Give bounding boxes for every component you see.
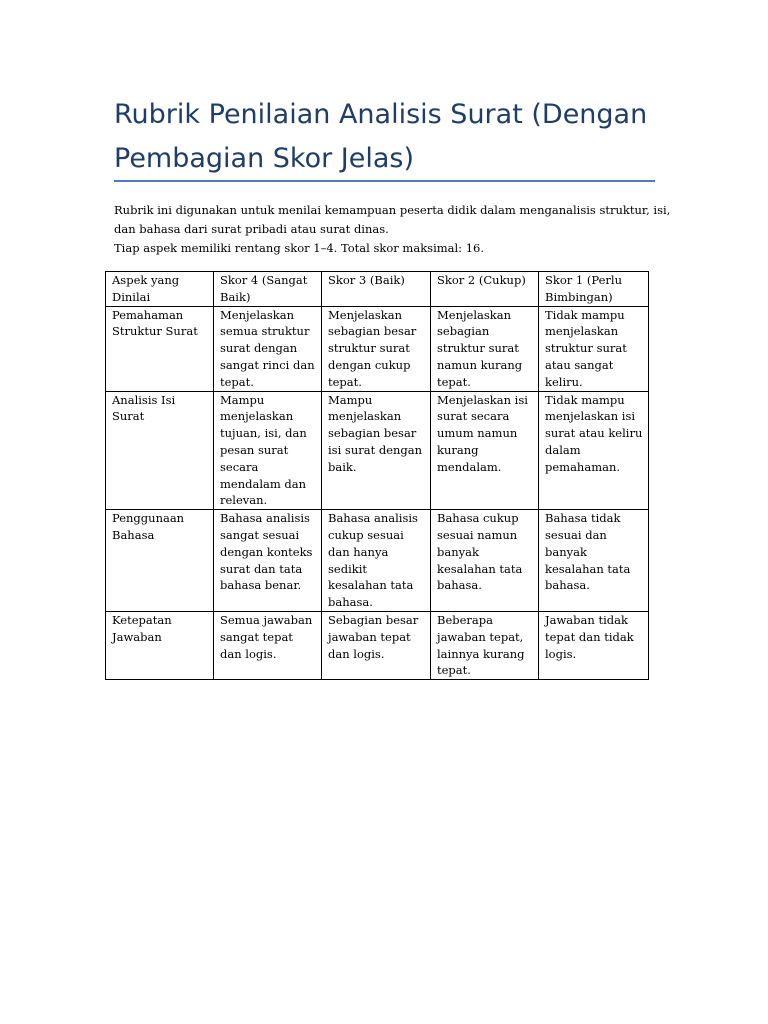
score-3-cell: Bahasa analisis cukup sesuai dan hanya sedikit kesalahan tata bahasa. [322,510,431,612]
intro-line-2: Tiap aspek memiliki rentang skor 1–4. Total skor maksimal: 16. [114,241,484,255]
score-1-cell: Jawaban tidak tepat dan tidak logis. [539,611,649,679]
score-1-cell: Tidak mampu menjelaskan isi surat atau keliru dalam pemahaman. [539,391,649,510]
aspect-cell: Ketepatan Jawaban [106,611,214,679]
aspect-cell: Pemahaman Struktur Surat [106,306,214,391]
header-cell-score-3: Skor 3 (Baik) [322,272,431,307]
header-cell-score-4: Skor 4 (Sangat Baik) [214,272,322,307]
table-row [106,391,649,510]
header-cell-score-2: Skor 2 (Cukup) [431,272,539,307]
rubric-table [105,271,649,680]
table-header-row [106,272,649,307]
aspect-cell: Penggunaan Bahasa [106,510,214,612]
table-row [106,306,649,391]
header-cell-aspect: Aspek yang Dinilai [106,272,214,307]
table-row [106,611,649,679]
score-4-cell: Bahasa analisis sangat sesuai dengan konteks surat dan tata bahasa benar. [214,510,322,612]
score-2-cell: Menjelaskan isi surat secara umum namun kurang mendalam. [431,391,539,510]
score-4-cell: Semua jawaban sangat tepat dan logis. [214,611,322,679]
score-3-cell: Mampu menjelaskan sebagian besar isi surat dengan baik. [322,391,431,510]
score-4-cell: Mampu menjelaskan tujuan, isi, dan pesan surat secara mendalam dan relevan. [214,391,322,510]
document-title: Rubrik Penilaian Analisis Surat (Dengan Pembagian Skor Jelas) [114,99,648,174]
score-1-cell: Bahasa tidak sesuai dan banyak kesalahan tata bahasa. [539,510,649,612]
aspect-cell: Analisis Isi Surat [106,391,214,510]
score-2-cell: Bahasa cukup sesuai namun banyak kesalahan tata bahasa. [431,510,539,612]
score-2-cell: Beberapa jawaban tepat, lainnya kurang tepat. [431,611,539,679]
header-cell-score-1: Skor 1 (Perlu Bimbingan) [539,272,649,307]
score-1-cell: Tidak mampu menjelaskan struktur surat atau sangat keliru. [539,306,649,391]
score-2-cell: Menjelaskan sebagian struktur surat namun kurang tepat. [431,306,539,391]
score-3-cell: Menjelaskan sebagian besar struktur surat dengan cukup tepat. [322,306,431,391]
intro-line-1: Rubrik ini digunakan untuk menilai kemampuan peserta didik dalam menganalisis struktur, isi, dan bahasa dari surat pribadi atau surat dinas. [114,203,671,236]
intro-paragraph [114,201,674,258]
title-underline [114,180,655,182]
score-4-cell: Menjelaskan semua struktur surat dengan sangat rinci dan tepat. [214,306,322,391]
score-3-cell: Sebagian besar jawaban tepat dan logis. [322,611,431,679]
table-row [106,510,649,612]
